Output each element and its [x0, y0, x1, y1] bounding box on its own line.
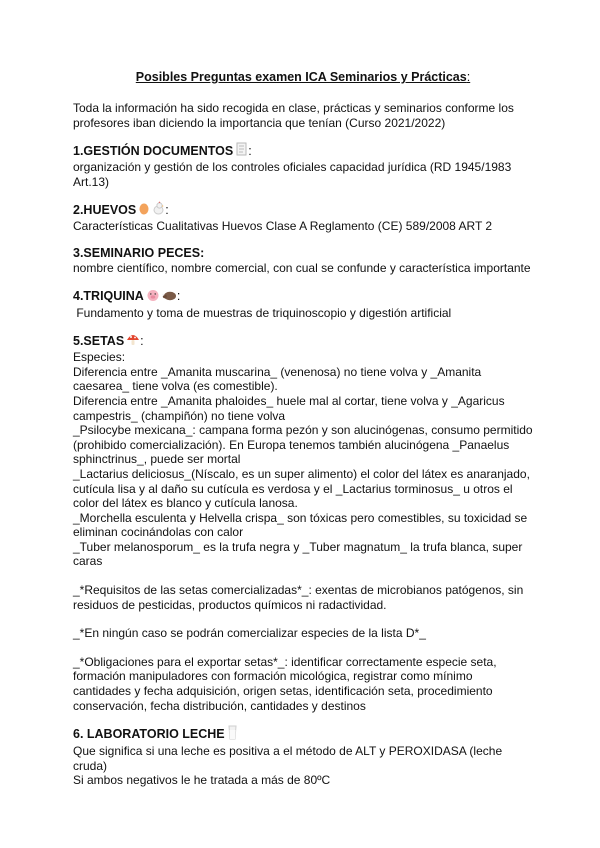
intro-paragraph: Toda la información ha sido recogida en clase, prácticas y seminarios conforme los profesores iban diciendo la importancia que tenían (Curso 2021/2022)	[73, 101, 514, 130]
document-title	[73, 70, 533, 84]
section-line: _Psilocybe mexicana_: campana forma pezón y son alucinógenas, consumo permitido (prohibido comercialización). En Europa tenemos también alucinógena _Panaelus sphinctrinus_, puede ser mortal	[73, 423, 536, 467]
pig-icon	[146, 288, 160, 306]
section-body	[73, 219, 533, 234]
section-heading	[73, 142, 533, 160]
section-line: _*En ningún caso se podrán comercializar especies de la lista D*_	[73, 626, 426, 641]
section-heading-colon: :	[165, 202, 169, 217]
blank-line	[73, 569, 533, 583]
section-line: Características Cualitativas Huevos Clase A Reglamento (CE) 589/2008 ART 2	[73, 219, 493, 234]
section-line: _Tuber melanosporum_ es la trufa negra y _Tuber magnatum_ la trufa blanca, super caras	[73, 539, 526, 569]
section-line: nombre científico, nombre comercial, con cual se confunde y característica importante	[73, 260, 531, 275]
document-icon	[235, 142, 248, 160]
title-colon: :	[466, 70, 471, 84]
section-heading	[73, 201, 533, 219]
section-heading-text: 3.SEMINARIO PECES:	[73, 245, 205, 260]
section-heading-colon: :	[248, 143, 252, 158]
boar-icon	[162, 288, 177, 306]
section-heading	[73, 332, 533, 350]
title-text: Posibles Preguntas examen ICA Seminarios y Prácticas	[135, 70, 467, 84]
chicken-icon	[152, 201, 165, 219]
section-heading	[73, 246, 533, 261]
section-line: Fundamento y toma de muestras de triquinoscopio y digestión artificial	[73, 305, 452, 320]
section-heading-text: 4.TRIQUINA	[73, 289, 144, 304]
section-line: Si ambos negativos le he tratada a más de 80ºC	[73, 773, 331, 788]
section-line: _*Obligaciones para el exportar setas*_: identificar correctamente especie seta, formación manipuladores con formación micológica, registrar como mínimo cantidades y fecha adquisición, origen setas, identificación seta, procedimiento conservación, fecha distribución, cantidades y destinos	[73, 654, 500, 713]
section-line: organización y gestión de los controles oficiales capacidad jurídica (RD 1945/1983 Art.13)	[73, 160, 514, 189]
section-heading-text: 1.GESTIÓN DOCUMENTOS	[73, 143, 234, 158]
section-heading-colon: :	[176, 289, 181, 304]
egg-icon	[138, 201, 150, 219]
section-heading-colon: :	[140, 333, 144, 348]
section-line: Que significa si una leche es positiva a el método de ALT y PEROXIDASA (leche cruda)	[73, 744, 506, 773]
section-heading-text: 2.HUEVOS	[73, 202, 137, 217]
section-line: Diferencia entre _Amanita phaloides_ huele mal al cortar, tiene volva y _Agaricus campestris_ (champiñón) no tiene volva	[73, 393, 508, 423]
section-line: _Morchella esculenta y Helvella crispa_ son tóxicas pero comestibles, su toxicidad se eliminan cocinándolas con calor	[73, 510, 531, 540]
section-body	[73, 744, 533, 788]
milk-glass-icon	[227, 725, 238, 744]
document-page	[73, 70, 536, 800]
section-heading-text: 6. LABORATORIO LECHE	[73, 727, 225, 742]
mushroom-icon	[126, 332, 140, 350]
section-line: _*Requisitos de las setas comercializadas*_: exentas de microbianos patógenos, sin residuos de pesticidas, productos químicos ni radactividad.	[73, 583, 527, 612]
section-heading	[73, 288, 533, 306]
section-line: _Lactarius deliciosus_(Níscalo, es un super alimento) el color del látex es anaranjado, cutícula lisa y al daño su cutícula es verdosa y el _Lactarius torminosus_ u otros el color del látex es blanco y cutícula lanosa.	[73, 466, 534, 511]
section-line: Especies:	[73, 350, 126, 365]
blank-line	[73, 612, 533, 626]
section-heading-text: 5.SETAS	[73, 333, 125, 348]
section-body	[73, 261, 533, 276]
section-heading	[73, 725, 533, 744]
blank-line	[73, 641, 533, 655]
section-line: Diferencia entre _Amanita muscarina_ (venenosa) no tiene volva y _Amanita caesarea_ tiene volva (es comestible).	[73, 364, 485, 394]
section-body	[73, 160, 533, 189]
sections-container	[73, 142, 536, 788]
section-body	[73, 306, 533, 321]
section-body	[73, 350, 536, 713]
